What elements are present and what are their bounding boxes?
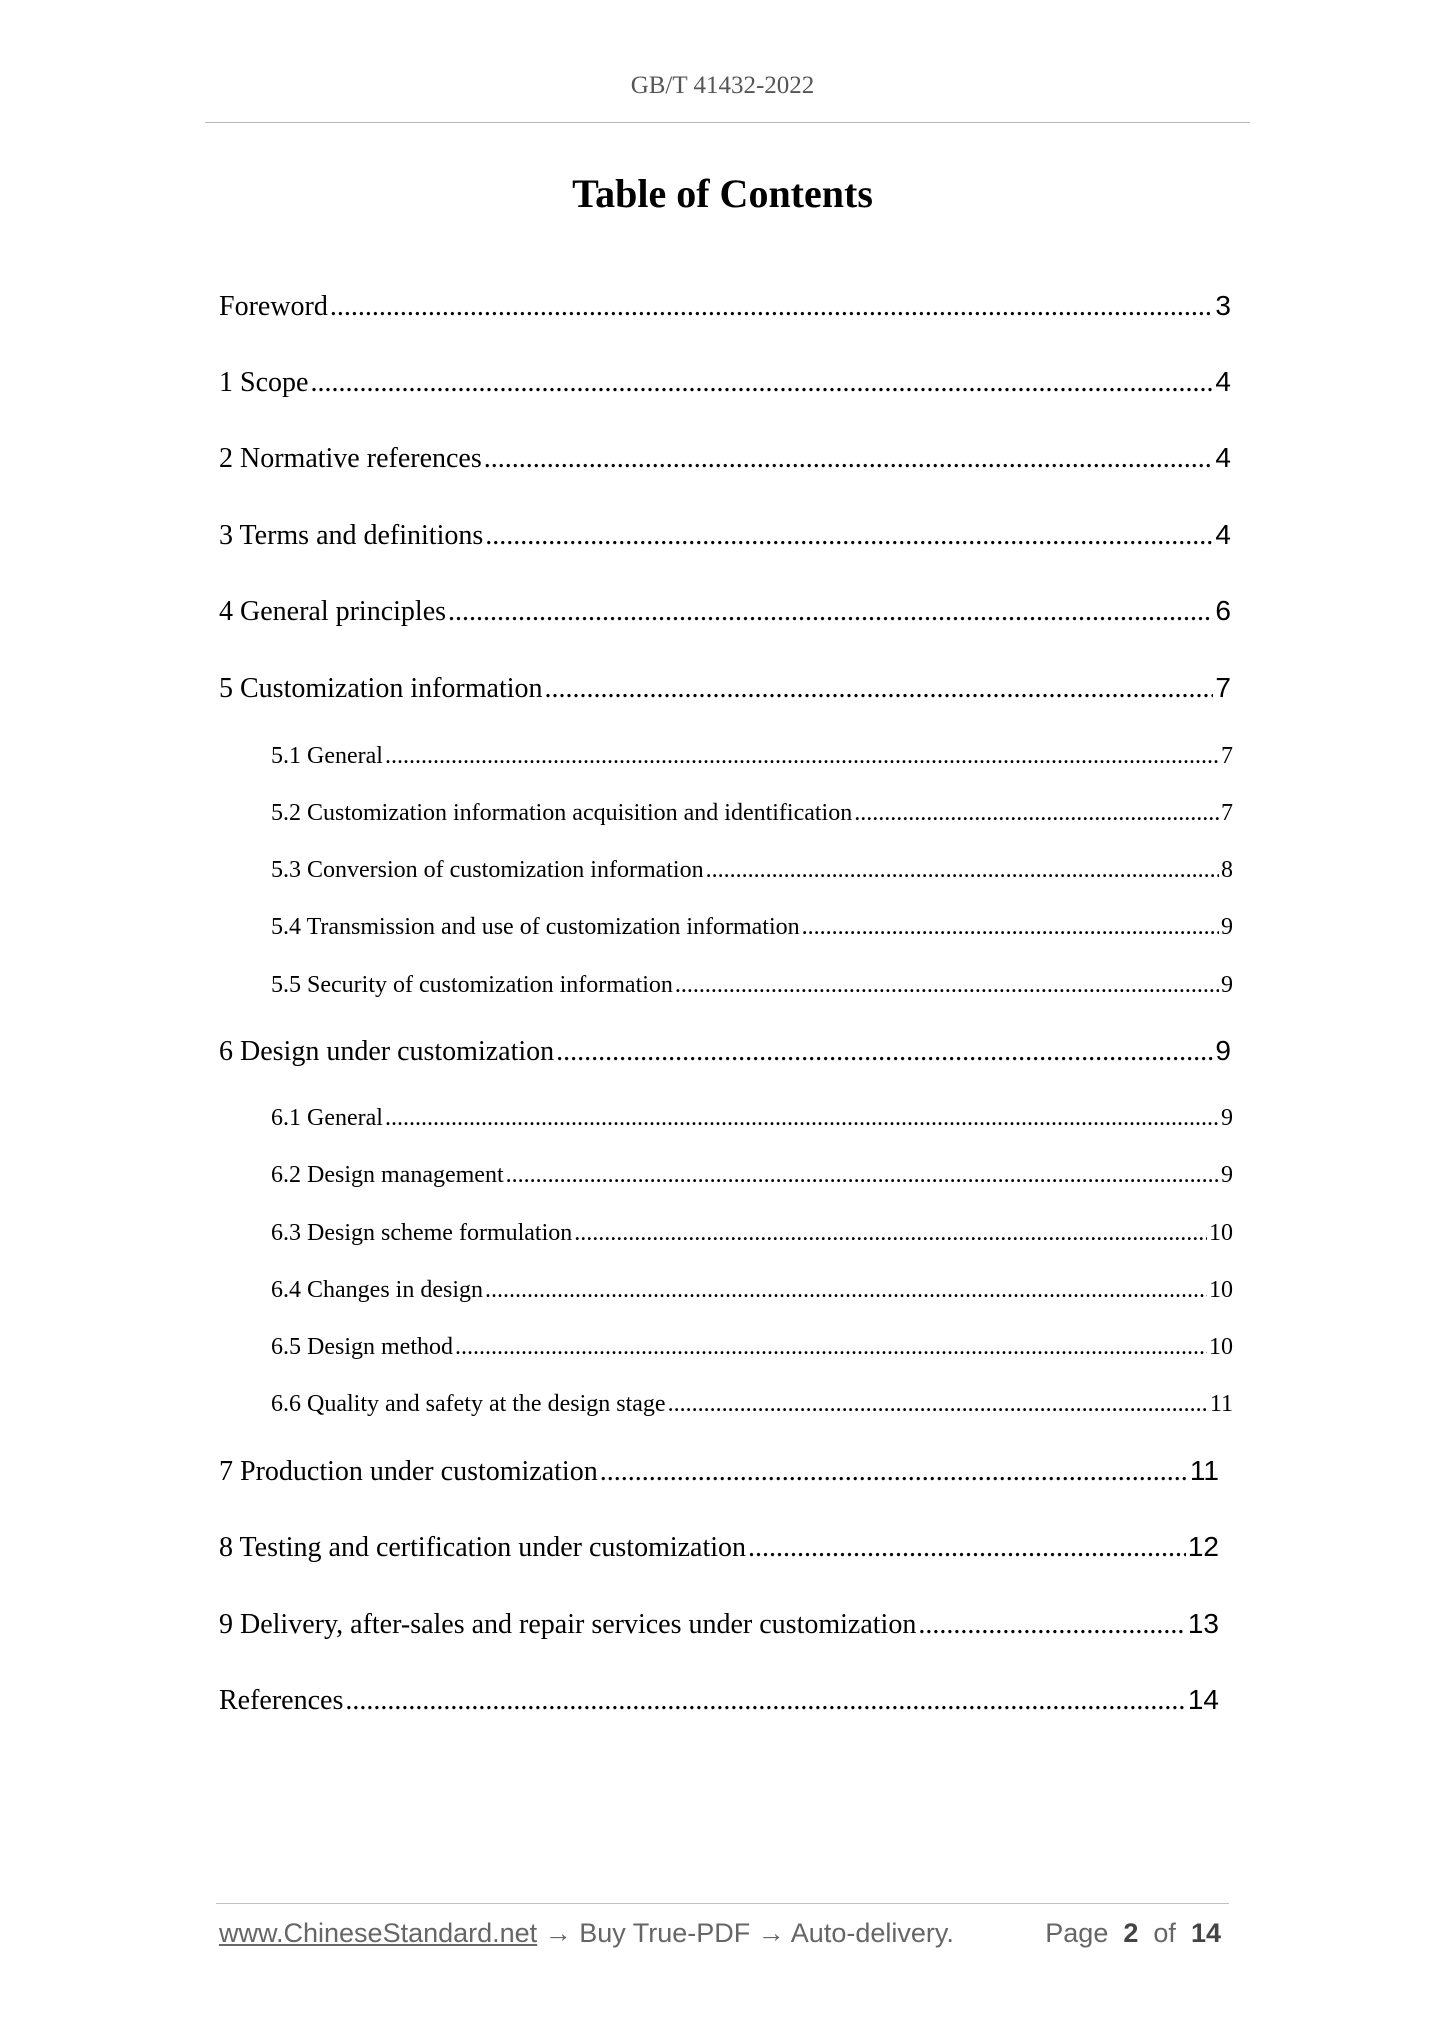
delivery-text: Auto-delivery.	[790, 1918, 954, 1948]
toc-page-number: 9	[1221, 1162, 1233, 1188]
toc-entry-label: 5.4 Transmission and use of customization information	[271, 914, 800, 940]
toc-entry-label: Foreword	[219, 291, 328, 322]
toc-entry-label: 9 Delivery, after-sales and repair services under customization	[219, 1609, 917, 1640]
dot-leader	[506, 1162, 1219, 1189]
toc-entry-label: 8 Testing and certification under customization	[219, 1532, 747, 1563]
current-page-number: 2	[1123, 1918, 1139, 1948]
toc-entry-label: 4 General principles	[219, 596, 447, 627]
page-word: Page	[1045, 1918, 1109, 1948]
dot-leader	[330, 291, 1214, 323]
toc-entry-6-2-design-management[interactable]	[271, 1162, 1233, 1189]
toc-entry-6-4-changes-in-design[interactable]	[271, 1277, 1233, 1304]
toc-entry-label: 5.5 Security of customization information	[271, 972, 673, 998]
toc-entry-label: 2 Normative references	[219, 443, 482, 474]
toc-page-number: 7	[1221, 743, 1233, 769]
dot-leader	[385, 1105, 1219, 1132]
toc-entry-5-5-security[interactable]	[271, 972, 1233, 999]
dot-leader	[706, 857, 1219, 884]
toc-entry-scope[interactable]	[219, 366, 1231, 399]
toc-entry-general-principles[interactable]	[219, 595, 1231, 628]
toc-page-number: 8	[1221, 857, 1233, 883]
dot-leader	[310, 367, 1213, 399]
toc-entry-foreword[interactable]	[219, 290, 1231, 323]
footer-divider	[216, 1903, 1229, 1904]
toc-entry-production-under-customization[interactable]	[219, 1455, 1219, 1488]
dot-leader	[545, 673, 1214, 705]
toc-entry-6-6-quality-and-safety[interactable]	[271, 1391, 1233, 1418]
toc-entry-label: 6.5 Design method	[271, 1334, 453, 1360]
toc-entry-5-1-general[interactable]	[271, 743, 1233, 770]
toc-entry-normative-references[interactable]	[219, 442, 1231, 475]
toc-page-number: 14	[1187, 1684, 1219, 1715]
toc-entry-6-1-general[interactable]	[271, 1105, 1233, 1132]
dot-leader	[485, 1277, 1207, 1304]
toc-page-number: 9	[1221, 972, 1233, 998]
toc-entry-label: 5 Customization information	[219, 673, 543, 704]
toc-entry-5-3-conversion[interactable]	[271, 857, 1233, 884]
toc-entry-6-3-design-scheme[interactable]	[271, 1220, 1233, 1247]
dot-leader	[574, 1220, 1207, 1247]
toc-entry-label: 5.3 Conversion of customization information	[271, 857, 704, 883]
toc-page-number: 10	[1209, 1277, 1233, 1303]
toc-entry-label: References	[219, 1685, 344, 1716]
toc-entry-6-5-design-method[interactable]	[271, 1334, 1233, 1361]
toc-entry-5-4-transmission[interactable]	[271, 914, 1233, 941]
toc-entry-label: 6.6 Quality and safety at the design stage	[271, 1391, 666, 1417]
dot-leader	[485, 520, 1213, 552]
toc-entry-label: 1 Scope	[219, 367, 309, 398]
toc-page-number: 9	[1221, 914, 1233, 940]
site-link[interactable]: www.ChineseStandard.net	[219, 1918, 538, 1948]
dot-leader	[484, 443, 1214, 475]
dot-leader	[385, 743, 1219, 770]
dot-leader	[556, 1036, 1213, 1068]
page-indicator	[1045, 1918, 1221, 1949]
toc-entry-design-under-customization[interactable]	[219, 1035, 1231, 1068]
toc-entry-label: 6.3 Design scheme formulation	[271, 1220, 573, 1246]
toc-page-number: 6	[1215, 595, 1231, 626]
arrow-right-icon: →	[757, 1918, 785, 1948]
of-word: of	[1153, 1918, 1176, 1948]
dot-leader	[675, 972, 1219, 999]
toc-page-number: 13	[1187, 1608, 1219, 1639]
toc-entry-label: 6 Design under customization	[219, 1036, 555, 1067]
total-pages-number: 14	[1190, 1918, 1221, 1948]
toc-entry-5-2-acquisition[interactable]	[271, 800, 1233, 827]
toc-entry-label: 6.4 Changes in design	[271, 1277, 483, 1303]
page-footer	[219, 1918, 1229, 1958]
toc-page-number: 12	[1187, 1531, 1219, 1562]
dot-leader	[455, 1334, 1207, 1361]
toc-entry-label: 6.2 Design management	[271, 1162, 504, 1188]
toc-page-number: 10	[1209, 1334, 1233, 1360]
toc-page-number: 7	[1221, 800, 1233, 826]
toc-entry-delivery-after-sales[interactable]	[219, 1608, 1219, 1641]
toc-entry-label: 6.1 General	[271, 1105, 383, 1131]
toc-entry-label: 7 Production under customization	[219, 1456, 598, 1487]
document-id-header: GB/T 41432-2022	[630, 72, 815, 99]
toc-entry-customization-information[interactable]	[219, 672, 1231, 705]
toc-entry-label: 5.1 General	[271, 743, 383, 769]
toc-page-number: 4	[1215, 366, 1231, 397]
toc-page-number: 4	[1215, 442, 1231, 473]
toc-entry-testing-and-certification[interactable]	[219, 1531, 1219, 1564]
toc-entry-terms-and-definitions[interactable]	[219, 519, 1231, 552]
toc-page-number: 3	[1215, 290, 1231, 321]
dot-leader	[345, 1685, 1185, 1717]
dot-leader	[600, 1456, 1188, 1488]
toc-page-number: 11	[1189, 1455, 1219, 1486]
dot-leader	[854, 800, 1219, 827]
dot-leader	[802, 914, 1219, 941]
toc-page-number: 11	[1209, 1391, 1233, 1417]
dot-leader	[918, 1609, 1186, 1641]
page-title: Table of Contents	[572, 171, 873, 216]
buy-text: Buy True-PDF	[579, 1918, 751, 1948]
dot-leader	[448, 596, 1213, 628]
toc-page-number: 9	[1221, 1105, 1233, 1131]
dot-leader	[668, 1391, 1208, 1418]
toc-entry-references[interactable]	[219, 1684, 1219, 1717]
toc-page-number: 4	[1215, 519, 1231, 550]
arrow-right-icon: →	[544, 1918, 572, 1948]
toc-page-number: 9	[1215, 1035, 1231, 1066]
toc-page-number: 7	[1215, 672, 1231, 703]
toc-entry-label: 5.2 Customization information acquisition and identification	[271, 800, 853, 826]
dot-leader	[748, 1532, 1186, 1564]
toc-entry-label: 3 Terms and definitions	[219, 520, 484, 551]
toc-page-number: 10	[1209, 1220, 1233, 1246]
